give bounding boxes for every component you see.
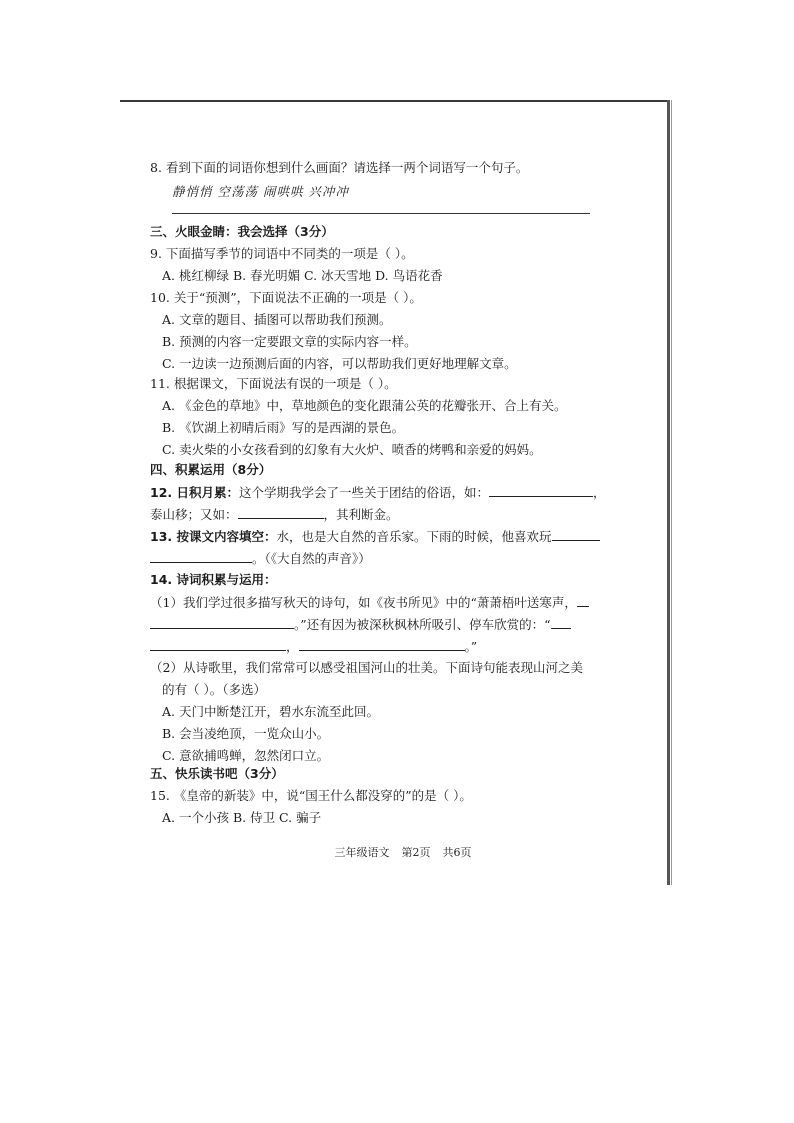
footer-page: 第2页 — [401, 846, 431, 859]
question-14-option-a: A. 天门中断楚江开，碧水东流至此回。 — [162, 704, 379, 719]
question-13-label: 13. 按课文内容填空： — [150, 529, 277, 544]
question-12-label: 12. 日积月累： — [150, 485, 239, 500]
question-14-part-1-line-2 — [150, 616, 571, 633]
question-14-part-1-line-1 — [150, 594, 589, 611]
question-12-line-2 — [150, 506, 399, 523]
question-13-blank-1[interactable] — [552, 528, 600, 541]
question-15-stem: 15. 《皇帝的新装》中，说“国王什么都没穿的”的是（ ）。 — [150, 788, 472, 803]
page-footer — [0, 844, 794, 860]
question-14-label: 14. 诗词积累与运用： — [150, 572, 277, 587]
question-14-blank-1b[interactable] — [150, 616, 294, 629]
question-11-option-a: A. 《金色的草地》中，草地颜色的变化跟蒲公英的花瓣张开、合上有关。 — [162, 398, 567, 413]
question-10-stem: 10. 关于“预测”，下面说法不正确的一项是（ ）。 — [150, 290, 422, 305]
question-14-part-2-line-1: （2）从诗歌里，我们常常可以感受祖国河山的壮美。下面诗句能表现山河之美 — [150, 660, 583, 675]
page-right-border-shadow — [671, 100, 672, 885]
question-13-blank-2[interactable] — [150, 550, 252, 563]
question-13-line-2 — [150, 550, 371, 567]
question-12-blank-2[interactable] — [238, 506, 324, 519]
question-14-separator: ， — [286, 639, 299, 654]
question-10-option-c: C. 一边读一边预测后面的内容，可以帮助我们更好地理解文章。 — [162, 356, 517, 371]
question-12-text-2a: 泰山移；又如： — [150, 507, 238, 522]
question-12-line-1 — [150, 484, 606, 501]
question-14-blank-1a[interactable] — [577, 594, 589, 607]
question-14-blank-2a[interactable] — [551, 616, 571, 629]
question-14-part-1-text: （1）我们学过很多描写秋天的诗句，如《夜书所见》中的“萧萧梧叶送寒声， — [150, 595, 577, 610]
question-12-text-2b: ，其利断金。 — [323, 507, 399, 522]
question-13-text-2: 。（《大自然的声音》） — [252, 551, 371, 566]
question-14-option-c: C. 意欲捕鸣蝉，忽然闭口立。 — [162, 748, 330, 763]
question-8-words: 静悄悄 空荡荡 闹哄哄 兴冲冲 — [172, 184, 349, 199]
section-4-title: 四、积累运用（8分） — [150, 462, 272, 477]
footer-total: 共6页 — [442, 846, 472, 859]
question-14-close-quote: 。” — [464, 639, 478, 654]
question-12-text-1: 这个学期我学会了一些关于团结的俗语，如： — [239, 485, 490, 500]
page-top-border — [120, 100, 668, 102]
question-8-prompt: 8. 看到下面的词语你想到什么画面？请选择一两个词语写一个句子。 — [150, 160, 529, 175]
question-14-part-1-line-3 — [150, 638, 477, 655]
question-14-part-1-text-2: 。”还有因为被深秋枫林所吸引、停车欣赏的：“ — [294, 617, 551, 632]
question-14-blank-3[interactable] — [299, 638, 465, 651]
section-5-title: 五、快乐读书吧（3分） — [150, 766, 284, 781]
question-11-option-b: B. 《饮湖上初晴后雨》写的是西湖的景色。 — [162, 420, 405, 435]
question-9-stem: 9. 下面描写季节的词语中不同类的一项是（ ）。 — [150, 246, 414, 261]
question-11-stem: 11. 根据课文，下面说法有误的一项是（ ）。 — [150, 376, 397, 391]
question-11-option-c: C. 卖火柴的小女孩看到的幻象有大火炉、喷香的烤鸭和亲爱的妈妈。 — [162, 442, 542, 457]
page-right-border — [667, 100, 670, 885]
question-15-options: A. 一个小孩 B. 侍卫 C. 骗子 — [162, 810, 322, 825]
question-12-comma: ， — [593, 485, 606, 500]
question-8-answer-line[interactable] — [172, 213, 590, 214]
question-14-option-b: B. 会当凌绝顶，一览众山小。 — [162, 726, 330, 741]
section-3-title: 三、火眼金睛：我会选择（3分） — [150, 224, 334, 239]
question-13-line-1 — [150, 528, 600, 545]
question-14-part-2-line-2: 的有（ ）。（多选） — [162, 682, 266, 697]
question-13-text-1: 水，也是大自然的音乐家。下雨的时候，他喜欢玩 — [276, 529, 552, 544]
question-12-blank-1[interactable] — [489, 484, 593, 497]
question-10-option-b: B. 预测的内容一定要跟文章的实际内容一样。 — [162, 334, 417, 349]
question-9-options: A. 桃红柳绿 B. 春光明媚 C. 冰天雪地 D. 鸟语花香 — [162, 268, 443, 283]
question-14-blank-2b[interactable] — [150, 638, 286, 651]
footer-subject: 三年级语文 — [334, 846, 390, 859]
question-10-option-a: A. 文章的题目、插图可以帮助我们预测。 — [162, 312, 392, 327]
